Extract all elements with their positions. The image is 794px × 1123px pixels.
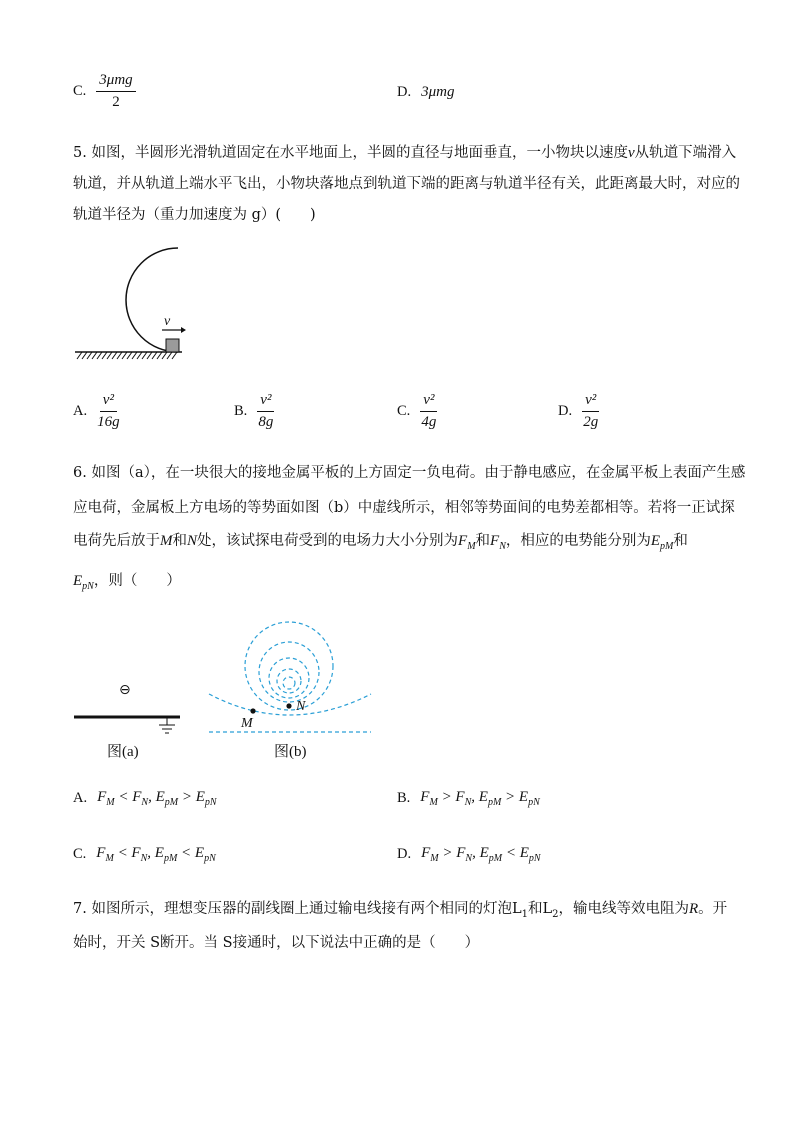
option-label: A. (73, 403, 88, 419)
q6-option-a[interactable] (73, 789, 217, 808)
point-N (286, 703, 291, 708)
q6-figure-b (205, 618, 375, 763)
q4-option-c[interactable] (73, 72, 136, 111)
q6-text: 处，该试探电荷受到的电场力大小分别为 (197, 533, 459, 549)
q5-var-v: v (627, 145, 635, 161)
fraction-numerator: 3μmg (96, 72, 135, 92)
fraction-denominator: 16g (97, 414, 120, 430)
option-label: D. (397, 846, 412, 862)
var-F-N: $F_N$ (490, 533, 506, 552)
q6-option-d[interactable] (397, 845, 541, 864)
option-label: B. (234, 403, 248, 419)
option-label: C. (73, 846, 87, 862)
q5-option-d[interactable] (558, 392, 599, 431)
fraction-numerator: v² (257, 392, 274, 412)
q6-text: 和 (673, 533, 688, 549)
q5-line-2: 轨道，并从轨道上端水平飞出，小物块落地点到轨道下端的距离与轨道半径有关，此距离最大时，对应的 (73, 176, 740, 192)
velocity-label: v (164, 314, 171, 329)
q6-text: 和 (475, 533, 491, 549)
q5-option-b[interactable] (234, 392, 274, 431)
var-E-pM: $E_{pM}$ (650, 533, 674, 552)
q5-track-figure (70, 244, 245, 364)
lamp-L1-letter: L (511, 901, 522, 917)
lamp-L2 (542, 901, 559, 920)
q7-line-1 (73, 902, 727, 920)
fraction-denominator: 2 (112, 94, 120, 110)
fraction-numerator: v² (100, 392, 117, 412)
option-label: C. (397, 403, 411, 419)
option-c-expression: $F_M < F_N$, $E_{pM} < E_{pN}$ (96, 845, 216, 864)
option-label: A. (73, 790, 88, 806)
q6-option-c[interactable] (73, 845, 216, 864)
label-N: N (296, 699, 306, 714)
label-M: M (241, 716, 253, 731)
lamp-L1-sub: 1 (521, 908, 528, 920)
q5-line-1 (73, 146, 736, 161)
q6-text: ，则（ ） (93, 573, 181, 589)
fraction-denominator: 8g (258, 414, 274, 430)
q5-line-3: 轨道半径为（重力加速度为 g）( ) (73, 207, 316, 223)
q7-line-2: 始时，开关 S断开。当 S接通时，以下说法中正确的是（ ） (73, 935, 480, 951)
figure-b-caption: 图(b) (274, 744, 307, 760)
var-R: R (688, 901, 699, 917)
q6-line-3 (73, 534, 688, 552)
negative-charge-icon: ⊖ (119, 682, 131, 698)
q5-line-1-tail: 从轨道下端滑入 (634, 145, 737, 161)
option-label: C. (73, 83, 87, 99)
fraction-numerator: v² (420, 392, 437, 412)
option-d-text: 3μmg (421, 84, 455, 100)
q7-text: 。开 (698, 901, 728, 917)
q6-figure-a (70, 676, 190, 761)
var-N: N (187, 533, 198, 549)
option-c-fraction (96, 72, 135, 111)
lamp-L2-letter: L (542, 901, 553, 917)
q5-option-a[interactable] (73, 392, 120, 431)
q5-option-c[interactable] (397, 392, 437, 431)
var-E-pN: $E_{pN}$ (73, 573, 94, 592)
var-F-M: $F_M$ (458, 533, 476, 552)
fraction-denominator: 2g (583, 414, 599, 430)
option-d-expression: $F_M > F_N$, $E_{pM} < E_{pN}$ (421, 845, 541, 864)
q6-line-1: 6. 如图（a），在一块很大的接地金属平板的上方固定一负电荷。由于静电感应，在金属平板上表面产生感 (73, 465, 746, 481)
q6-line-4 (73, 574, 181, 592)
q6-option-b[interactable] (397, 789, 540, 808)
q6-text: ，相应的电势能分别为 (505, 533, 651, 549)
q5-line-1-text: 5. 如图，半圆形光滑轨道固定在水平地面上，半圆的直径与地面垂直，一小物块以速度 (73, 145, 628, 161)
option-a-expression: $F_M < F_N$, $E_{pM} > E_{pN}$ (97, 789, 217, 808)
q7-text: 7. 如图所示，理想变压器的副线圈上通过输电线接有两个相同的灯泡 (73, 901, 512, 917)
option-b-expression: $F_M > F_N$, $E_{pM} > E_{pN}$ (420, 789, 540, 808)
lamp-L2-sub: 2 (552, 908, 559, 920)
q6-text: 电荷先后放于 (73, 533, 160, 549)
option-label: B. (397, 790, 411, 806)
figure-a-caption: 图(a) (107, 744, 139, 760)
var-M: M (160, 533, 173, 549)
option-label: D. (558, 403, 573, 419)
lamp-L1 (511, 901, 528, 920)
q7-text: 和 (527, 901, 543, 917)
q6-text: 和 (172, 533, 187, 549)
point-M (250, 708, 255, 713)
fraction-denominator: 4g (421, 414, 437, 430)
option-label: D. (397, 84, 412, 100)
q6-line-2: 应电荷，金属板上方电场的等势面如图（b）中虚线所示，相邻等势面间的电势差都相等。若将一正试探 (73, 500, 735, 516)
fraction-numerator: v² (582, 392, 599, 412)
q4-option-d[interactable] (397, 84, 454, 101)
q7-text: ，输电线等效电阻为 (558, 901, 689, 917)
